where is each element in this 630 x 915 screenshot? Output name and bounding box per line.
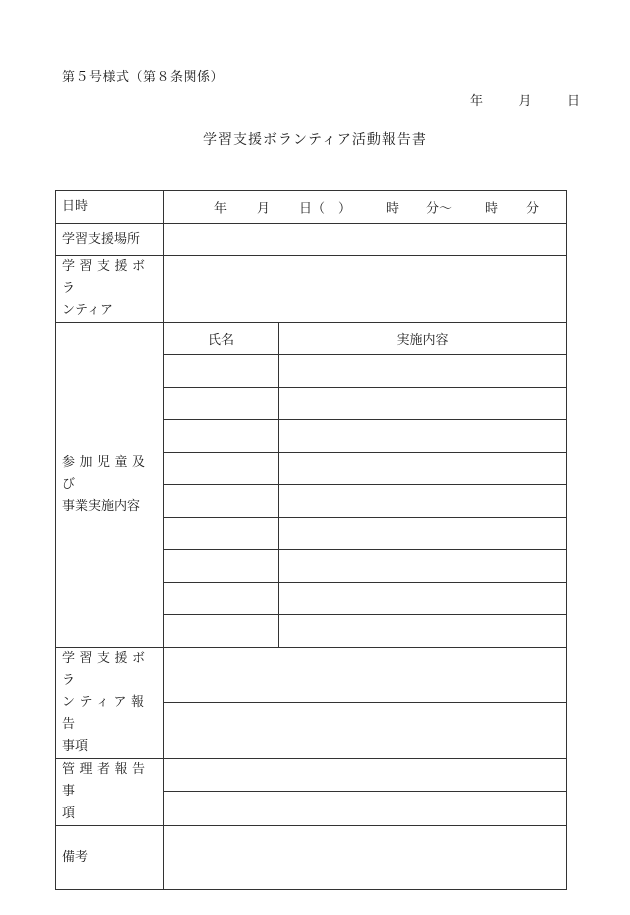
dt-year: 年 [214,201,228,217]
manager-report-label-line2: 項 [62,806,76,821]
participant-content-cell[interactable] [279,518,567,550]
date-year-label: 年 [470,94,484,109]
datetime-row [56,191,567,224]
participant-name-cell[interactable] [164,485,279,518]
remarks-row [56,826,567,890]
participant-content-cell[interactable] [279,388,567,420]
manager-report-label [56,759,164,826]
volunteer-report-field[interactable] [164,648,567,703]
volunteer-label-line2: ンティア [62,303,113,318]
manager-report-label-line1: 管理者報告事 [62,762,150,799]
participants-label-line2: 事業実施内容 [62,499,141,514]
remarks-field[interactable] [164,826,567,890]
document-title: 学習支援ボランティア活動報告書 [203,132,427,148]
report-table [55,190,567,890]
manager-report-row [56,759,567,792]
participants-label-line1: 参加児童及び [62,455,150,492]
participant-content-cell[interactable] [279,550,567,583]
participant-name-cell[interactable] [164,518,279,550]
place-field[interactable] [164,224,567,256]
participants-label [56,323,164,648]
volunteer-report-field[interactable] [164,702,567,758]
volunteer-label-line1: 学習支援ボラ [62,259,150,296]
participant-name-cell[interactable] [164,550,279,583]
participant-name-cell[interactable] [164,388,279,420]
volunteer-report-label [56,648,164,759]
participant-name-cell[interactable] [164,420,279,453]
volunteer-field[interactable] [164,256,567,323]
volunteer-report-label-line2: ンティア報告 [62,695,149,732]
dt-minute-end: 分 [526,201,540,217]
dt-minute-start: 分～ [426,201,453,217]
content-column-header: 実施内容 [279,323,567,355]
participant-name-cell[interactable] [164,453,279,485]
form-number: 第５号様式（第８条関係） [62,70,225,85]
date-line [470,90,580,109]
date-day-label: 日 [566,94,580,109]
datetime-label: 日時 [56,191,164,224]
place-row [56,224,567,256]
dt-month: 月 [257,201,271,217]
manager-report-field[interactable] [164,791,567,825]
date-month-label: 月 [518,94,532,109]
volunteer-report-label-line3: 事項 [62,739,89,754]
dt-hour-end: 時 [485,201,499,217]
manager-report-field[interactable] [164,759,567,792]
participant-name-cell[interactable] [164,355,279,388]
name-column-header: 氏名 [164,323,279,355]
place-label: 学習支援場所 [56,224,164,256]
volunteer-label [56,256,164,323]
volunteer-report-label-line1: 学習支援ボラ [62,651,150,688]
participant-content-cell[interactable] [279,355,567,388]
datetime-field[interactable] [164,191,567,224]
volunteer-row [56,256,567,323]
participant-content-cell[interactable] [279,583,567,615]
remarks-label: 備考 [56,826,164,890]
dt-hour-start: 時 [386,201,400,217]
participant-content-cell[interactable] [279,485,567,518]
participant-name-cell[interactable] [164,615,279,648]
participants-header-row [56,323,567,355]
volunteer-report-row [56,648,567,703]
participant-name-cell[interactable] [164,583,279,615]
participant-content-cell[interactable] [279,453,567,485]
participant-content-cell[interactable] [279,615,567,648]
participant-content-cell[interactable] [279,420,567,453]
dt-day: 日（ ） [299,201,352,217]
